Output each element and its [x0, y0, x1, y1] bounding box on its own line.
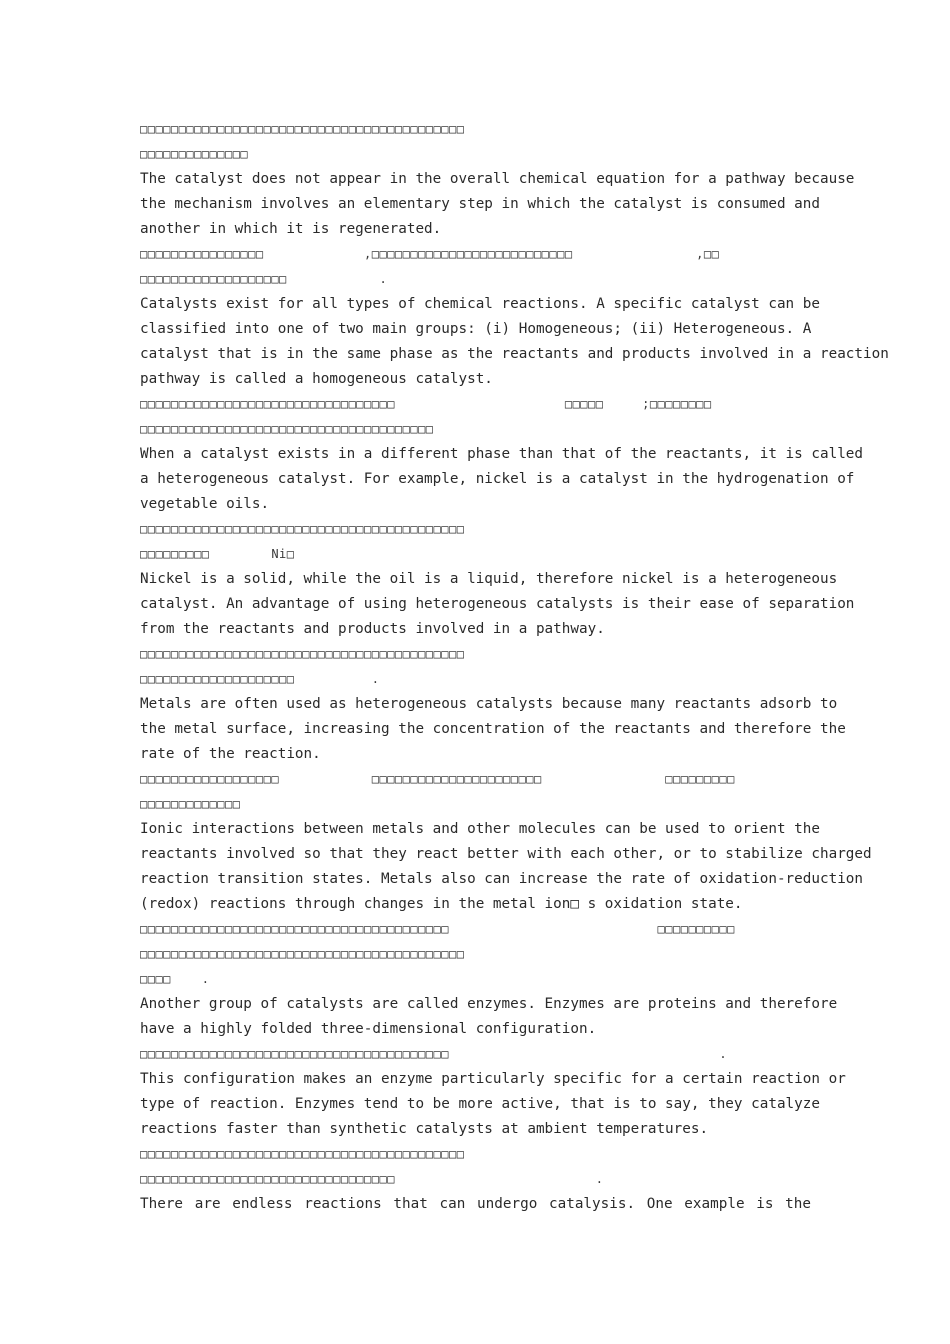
chinese-text-line: □□□□ .	[140, 972, 210, 986]
english-text-line: another in which it is regenerated.	[140, 221, 442, 237]
chinese-text-line: □□□□□□□□□□□□□□□□□□□□□□□□□□□□□□□□□□□□□□□□ □□□□□□□□□□	[140, 922, 735, 936]
chinese-text-line: □□□□□□□□□□□□□□□□ ,□□□□□□□□□□□□□□□□□□□□□□□□□□ ,□□	[140, 247, 720, 261]
english-text-line: type of reaction. Enzymes tend to be more active, that is to say, they catalyze	[140, 1096, 820, 1112]
chinese-text-line: □□□□□□□□□□□□□□□□□□□□□□□□□□□□□□□□□□□□□□□□ .	[140, 1047, 728, 1061]
english-text-line: When a catalyst exists in a different phase than that of the reactants, it is called	[140, 446, 864, 462]
english-text-line: rate of the reaction.	[140, 746, 321, 762]
chinese-text-line: □□□□□□□□□□□□□□	[140, 147, 249, 161]
english-text-line: The catalyst does not appear in the overall chemical equation for a pathway because	[140, 171, 855, 187]
english-text-line: Metals are often used as heterogeneous catalysts because many reactants adsorb to	[140, 696, 838, 712]
english-text-line: This configuration makes an enzyme particularly specific for a certain reaction or	[140, 1071, 846, 1087]
english-text-line: the metal surface, increasing the concentration of the reactants and therefore the	[140, 721, 846, 737]
english-text-line: Ionic interactions between metals and other molecules can be used to orient the	[140, 821, 820, 837]
chinese-text-line: □□□□□□□□□□□□□□□□□□□□□□□□□□□□□□□□□□□□□□□□□□	[140, 122, 465, 136]
english-text-line: Catalysts exist for all types of chemical reactions. A specific catalyst can be	[140, 296, 820, 312]
english-text-line: reactions faster than synthetic catalysts at ambient temperatures.	[140, 1121, 709, 1137]
english-text-line: reactants involved so that they react better with each other, or to stabilize charged	[140, 846, 872, 862]
chinese-text-line: □□□□□□□□□□□□□□□□□□□□□□□□□□□□□□□□□□□□□□□□□□	[140, 947, 465, 961]
chinese-text-line: □□□□□□□□□□□□□□□□□□□□□□□□□□□□□□□□□ □□□□□ ;□□□□□□□□	[140, 397, 712, 411]
english-text-line: pathway is called a homogeneous catalyst.	[140, 371, 493, 387]
english-text-line: vegetable oils.	[140, 496, 270, 512]
chinese-text-line: □□□□□□□□□ Ni□	[140, 547, 295, 561]
english-text-line: catalyst that is in the same phase as the reactants and products involved in a reaction	[140, 346, 889, 362]
english-text-line: There are endless reactions that can undergo catalysis. One example is the	[140, 1196, 811, 1212]
english-text-line: from the reactants and products involved in a pathway.	[140, 621, 605, 637]
chinese-text-line: □□□□□□□□□□□□□□□□□□□□□□□□□□□□□□□□□□□□□□□□□□	[140, 1147, 465, 1161]
chinese-text-line: □□□□□□□□□□□□□□□□□□□□□□□□□□□□□□□□□□□□□□□□□□	[140, 522, 465, 536]
english-text-line: catalyst. An advantage of using heterogeneous catalysts is their ease of separation	[140, 596, 855, 612]
chinese-text-line: □□□□□□□□□□□□□□□□□□□□ .	[140, 672, 380, 686]
document-page	[140, 117, 889, 1217]
chinese-text-line: □□□□□□□□□□□□□□□□□□□ .	[140, 272, 388, 286]
chinese-text-line: □□□□□□□□□□□□□□□□□□ □□□□□□□□□□□□□□□□□□□□□□ □□□□□□□□□	[140, 772, 735, 786]
english-text-line: (redox) reactions through changes in the metal ion□ s oxidation state.	[140, 896, 743, 912]
chinese-text-line: □□□□□□□□□□□□□□□□□□□□□□□□□□□□□□□□□□□□□□	[140, 422, 434, 436]
english-text-line: a heterogeneous catalyst. For example, nickel is a catalyst in the hydrogenation of	[140, 471, 855, 487]
chinese-text-line: □□□□□□□□□□□□□	[140, 797, 241, 811]
english-text-line: the mechanism involves an elementary step in which the catalyst is consumed and	[140, 196, 820, 212]
english-text-line: Nickel is a solid, while the oil is a liquid, therefore nickel is a heterogeneous	[140, 571, 838, 587]
english-text-line: reaction transition states. Metals also can increase the rate of oxidation-reduction	[140, 871, 864, 887]
english-text-line: classified into one of two main groups: (i) Homogeneous; (ii) Heterogeneous. A	[140, 321, 812, 337]
chinese-text-line: □□□□□□□□□□□□□□□□□□□□□□□□□□□□□□□□□□□□□□□□□□	[140, 647, 465, 661]
english-text-line: have a highly folded three-dimensional configuration.	[140, 1021, 597, 1037]
english-text-line: Another group of catalysts are called enzymes. Enzymes are proteins and therefore	[140, 996, 838, 1012]
chinese-text-line: □□□□□□□□□□□□□□□□□□□□□□□□□□□□□□□□□ .	[140, 1172, 604, 1186]
